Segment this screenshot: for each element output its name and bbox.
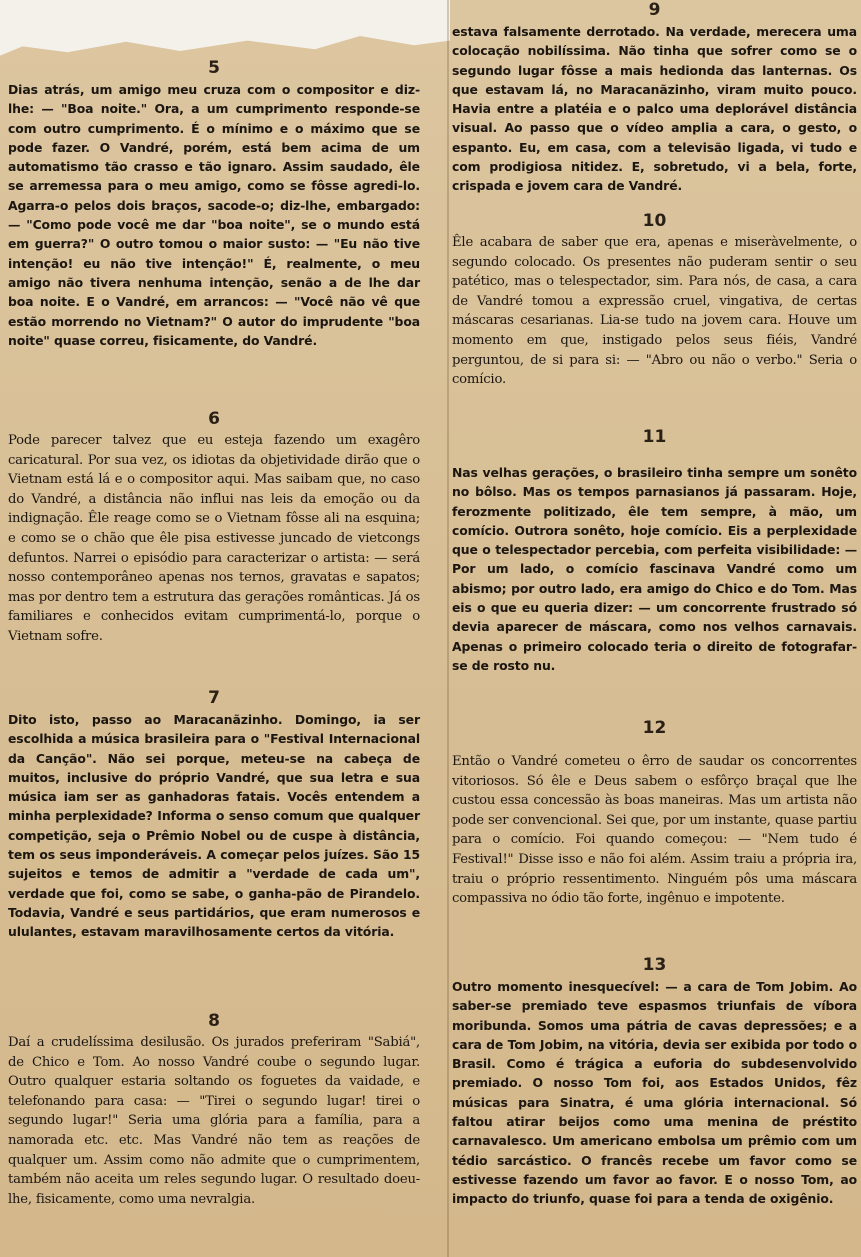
section-text: Outro momento inesquecível: — a cara de Tom Jobim. Ao saber-se premiado teve espasmos triunfais de víbora moribunda. Somos uma pátria de cavas depressões; e a cara de Tom Jobim, na vitória, devia ser exibida por todo o Brasil. Como é trágica a euforia do subdesenvolvido premiado. O nosso Tom foi, aos Estados Unidos, fêz músicas para Sinatra, é uma glória internacional. Só faltou atirar beijos como uma menina de préstito carnavalesco. Um americano embolsa um prêmio com um tédio sarcástico. O francês recebe um favor como se estivesse fazendo um favor ao favor. E o nosso Tom, ao impacto do triunfo, quase foi para a tenda de oxigênio. bbox=[452, 979, 857, 1207]
right-column bbox=[452, 0, 857, 1257]
section-5 bbox=[8, 58, 420, 350]
section-number: 11 bbox=[642, 427, 667, 447]
section-11 bbox=[452, 427, 857, 675]
section-text: Então o Vandré cometeu o êrro de saudar os concorrentes vitoriosos. Só êle e Deus sabem o esfôrço braçal que lhe custou essa concessão às boas maneiras. Mas um artista não pode ser convencional. Sei que, por um instante, quase partiu para o comício. Foi quando começou: — "Nem tudo é Festival!" Disse isso e não foi além. Assim traiu a própria ira, traiu o próprio ressentimento. Ninguém pôs uma máscara compassiva no ódio tão forte, ingênuo e impotente. bbox=[452, 754, 857, 907]
column-divider bbox=[447, 0, 449, 1257]
section-text: Daí a crudelíssima desilusão. Os jurados preferiram "Sabiá", de Chico e Tom. Ao nosso Vandré coube o segundo lugar. Outro qualquer estaria soltando os foguetes da vaidade, e telefonando para casa: — "Tirei o segundo lugar! tirei o segundo lugar!" Seria uma glória para a família, para a namorada etc. etc. Mas Vandré não tem as reações de qualquer um. Assim como não admite que o cumprimentem, também não aceita um reles segundo lugar. O resultado doeu-lhe, fisicamente, como uma nevralgia. bbox=[8, 1035, 420, 1207]
section-text: Êle acabara de saber que era, apenas e miseràvelmente, o segundo colocado. Os presentes não puderam sentir o seu patético, mas o telespectador, sim. Para nós, de casa, a cara de Vandré tomou a expressão cruel, vingativa, de certas máscaras cesarianas. Lia-se tudo na jovem cara. Houve um momento em que, instigado pelos seus fiéis, Vandré perguntou, de si para si: — "Abro ou não o verbo." Seria o comício. bbox=[452, 235, 857, 388]
section-number: 8 bbox=[208, 1011, 220, 1031]
section-number: 12 bbox=[642, 718, 667, 738]
section-number: 6 bbox=[208, 409, 220, 429]
section-13 bbox=[452, 955, 857, 1209]
section-text: Dito isto, passo ao Maracanãzinho. Domingo, ia ser escolhida a música brasileira para o "Festival Internacional da Canção". Não sei porque, meteu-se na cabeça de muitos, inclusive do próprio Vandré, que sua letra e sua música iam ser as ganhadoras fatais. Vocês entendem a minha perplexidade? Informa o senso comum que qualquer competição, seja o Prêmio Nobel ou de cuspe à distância, tem os seus imponderáveis. A começar pelos juízes. São 15 sujeitos e temos de admitir a "verdade de cada um", verdade que foi, como se sabe, o ganha-pão de Pirandelo. Todavia, Vandré e seus partidários, que eram numerosos e ululantes, estavam maravilhosamente certos da vitória. bbox=[8, 712, 420, 940]
left-column bbox=[8, 0, 420, 1257]
section-10 bbox=[452, 211, 857, 390]
section-9 bbox=[452, 0, 857, 196]
section-number: 5 bbox=[208, 58, 220, 78]
section-text: Nas velhas gerações, o brasileiro tinha sempre um sonêto no bôlso. Mas os tempos parnasianos já passaram. Hoje, ferozmente politizado, êle tem sempre, à mão, um comício. Outrora sonêto, hoje comício. Eis a perplexidade que o telespectador percebia, com perfeita visibilidade: — Por um lado, o comício fascinava Vandré como um abismo; por outro lado, era amigo do Chico e do Tom. Mas eis o que eu queria dizer: — um concorrente frustrado só devia aparecer de máscara, como nos velhos carnavais. Apenas o primeiro colocado teria o direito de fotografar-se de rosto nu. bbox=[452, 465, 857, 673]
section-6 bbox=[8, 409, 420, 647]
section-text: Pode parecer talvez que eu esteja fazendo um exagêro caricatural. Por sua vez, os idiotas da objetividade dirão que o Vietnam está lá e o compositor aqui. Mas saibam que, no caso do Vandré, a distância não influi nas leis da emoção ou da indignação. Êle reage como se o Vietnam fôsse ali na esquina; e como se o chão que êle pisa estivesse juncado de vietcongs defuntos. Narrei o episódio para caracterizar o artista: — será nosso contemporâneo apenas nos ternos, gravatas e sapatos; mas por dentro tem a estrutura das gerações românticas. Já os familiares e conhecidos evitam cumprimentá-lo, porque o Vietnam sofre. bbox=[8, 433, 420, 644]
section-12 bbox=[452, 718, 857, 909]
section-number: 7 bbox=[208, 688, 220, 708]
section-8 bbox=[8, 1011, 420, 1209]
section-number: 9 bbox=[648, 0, 661, 20]
section-text: estava falsamente derrotado. Na verdade, merecera uma colocação nobilíssima. Não tinha que sofrer como se o segundo lugar fôsse a mais hedionda das lanternas. Os que estavam lá, no Maracanãzinho, viram muito pouco. Havia entre a platéia e o palco uma deplorável distância visual. Ao passo que o vídeo amplia a cara, o gesto, o espanto. Eu, em casa, com a televisão ligada, vi tudo e com prodigiosa nitidez. E, sobretudo, vi a bela, forte, crispada e jovem cara de Vandré. bbox=[452, 24, 857, 194]
section-text: Dias atrás, um amigo meu cruza com o compositor e diz-lhe: — "Boa noite." Ora, a um cumprimento responde-se com outro cumprimento. É o mínimo e o máximo que se pode fazer. O Vandré, porém, está bem acima de um automatismo tão crasso e tão ignaro. Assim saudado, êle se arremessa para o meu amigo, como se fôsse agredi-lo. Agarra-o pelos dois braços, sacode-o; diz-lhe, embargado: — "Como pode você me dar "boa noite", se o mundo está em guerra?" O outro tomou o maior susto: — "Eu não tive intenção! eu não tive intenção!" É, realmente, o meu amigo não tivera nenhuma intenção, senão a de lhe dar boa noite. E o Vandré, em arrancos: — "Você não vê que estão morrendo no Vietnam?" O autor do imprudente "boa noite" quase correu, fisicamente, do Vandré. bbox=[8, 82, 420, 348]
section-7 bbox=[8, 688, 420, 942]
section-number: 10 bbox=[642, 211, 667, 231]
section-number: 13 bbox=[642, 955, 667, 975]
